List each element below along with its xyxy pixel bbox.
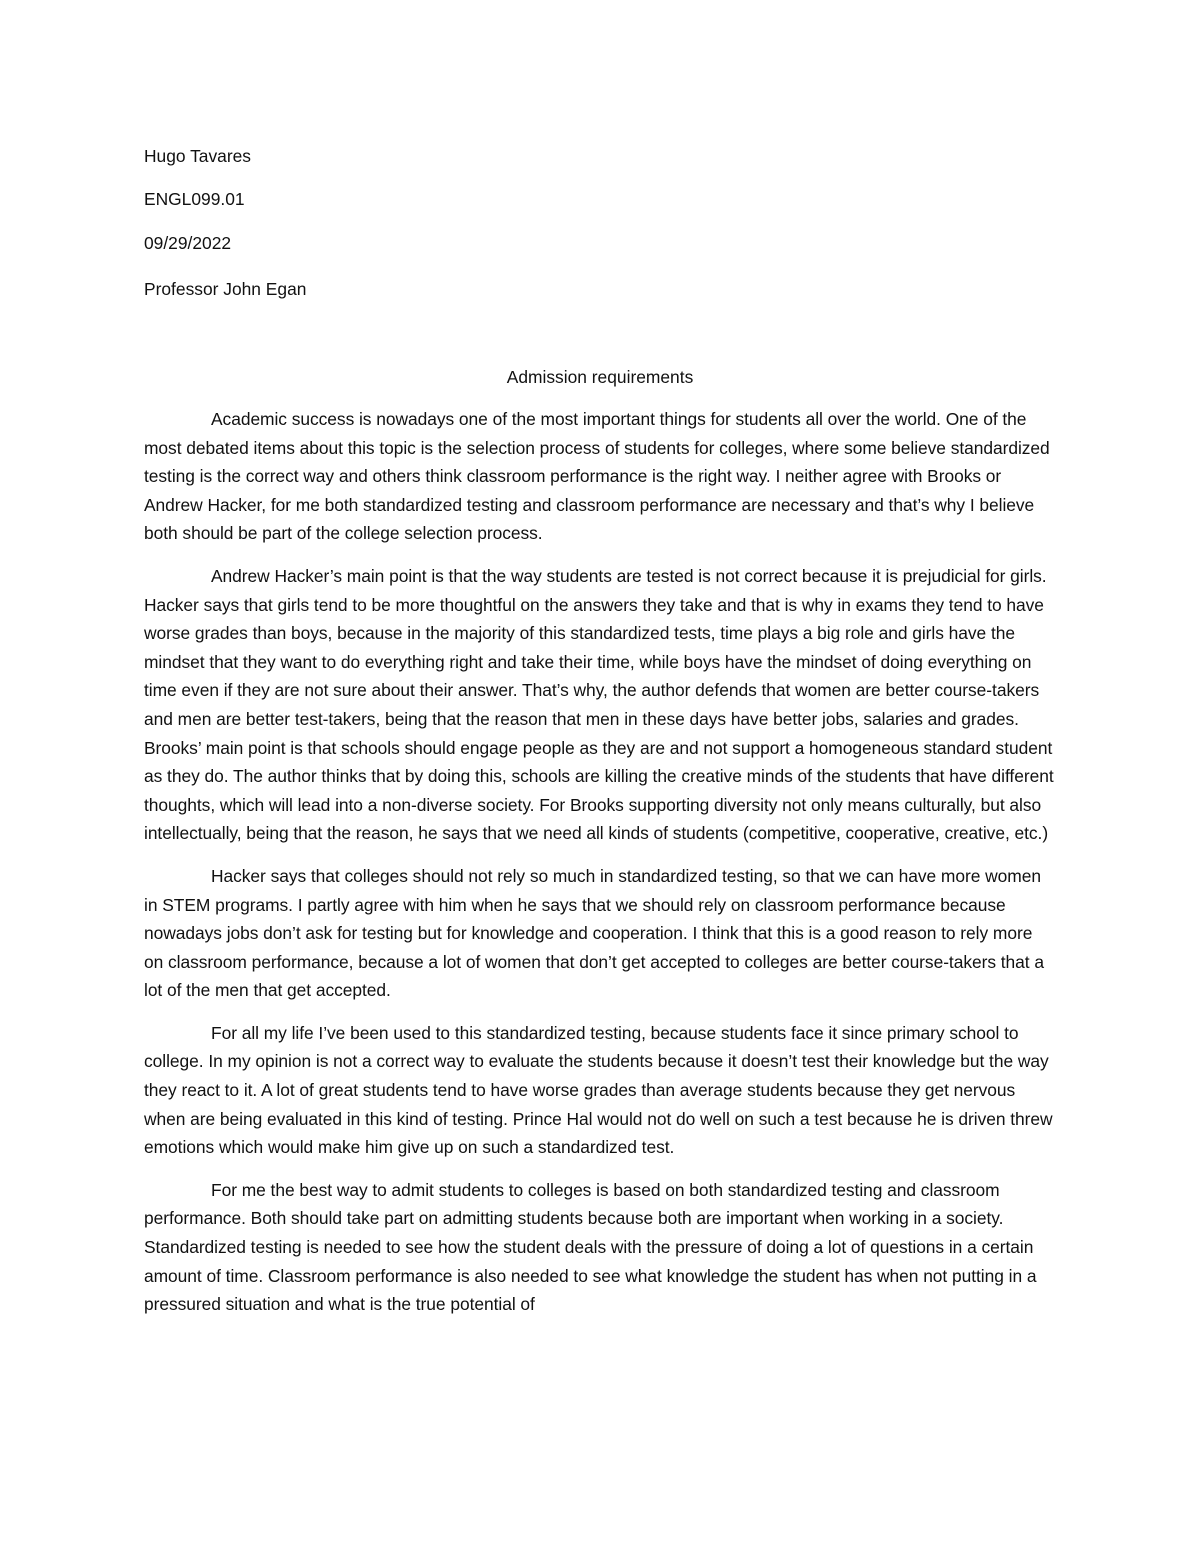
course-code: ENGL099.01: [144, 189, 245, 209]
submission-date: 09/29/2022: [144, 233, 232, 253]
essay-body: [144, 405, 1056, 1333]
paragraph-5: For me the best way to admit students to colleges is based on both standardized testing and classroom performance. Both should take part on admitting students because both are important when working in a society. Standardized testing is needed to see how the student deals with the pressure of doing a lot of questions in a certain amount of time. Classroom performance is also needed to see what knowledge the student has when not putting in a pressured situation and what is the true potential of: [144, 1179, 1037, 1315]
paragraph-1: Academic success is nowadays one of the most important things for students all over the world. One of the most debated items about this topic is the selection process of students for colleges, where some believe standardized testing is the correct way and others think classroom performance is the right way. I neither agree with Brooks or Andrew Hacker, for me both standardized testing and classroom performance are necessary and that’s why I believe both should be part of the college selection process.: [144, 409, 1050, 544]
paragraph-2: Andrew Hacker’s main point is that the way students are tested is not correct because it is prejudicial for girls. Hacker says that girls tend to be more thoughtful on the answers they take and that is why in exams they tend to have worse grades than boys, because in the majority of this standardized tests, time plays a big role and girls have the mindset that they want to do everything right and take their time, while boys have the mindset of doing everything on time even if they are not sure about their answer. That’s why, the author defends that women are better course-takers and men are better test-takers, being that the reason that men in these days have better jobs, salaries and grades. Brooks’ main point is that schools should engage people as they are and not support a homogeneous standard student as they do. The author thinks that by doing this, schools are killing the creative minds of the students that have different thoughts, which will lead into a non-diverse society. For Brooks supporting diversity not only means culturally, but also intellectually, being that the reason, he says that we need all kinds of students (competitive, cooperative, creative, etc.): [144, 565, 1054, 844]
paragraph-3: Hacker says that colleges should not rely so much in standardized testing, so that we can have more women in STEM programs. I partly agree with him when he says that we should rely on classroom performance because nowadays jobs don’t ask for testing but for knowledge and cooperation. I think that this is a good reason to rely more on classroom performance, because a lot of women that don’t get accepted to colleges are better course-takers that a lot of the men that get accepted.: [144, 865, 1044, 1001]
essay-title: Admission requirements: [506, 367, 694, 387]
author-name: Hugo Tavares: [144, 146, 251, 166]
professor-name: Professor John Egan: [144, 279, 307, 299]
paragraph-4: For all my life I’ve been used to this standardized testing, because students face it since primary school to college. In my opinion is not a correct way to evaluate the students because it doesn’t test their knowledge but the way they react to it. A lot of great students tend to have worse grades than average students because they get nervous when are being evaluated in this kind of testing. Prince Hal would not do well on such a test because he is driven threw emotions which would make him give up on such a standardized test.: [144, 1022, 1053, 1158]
